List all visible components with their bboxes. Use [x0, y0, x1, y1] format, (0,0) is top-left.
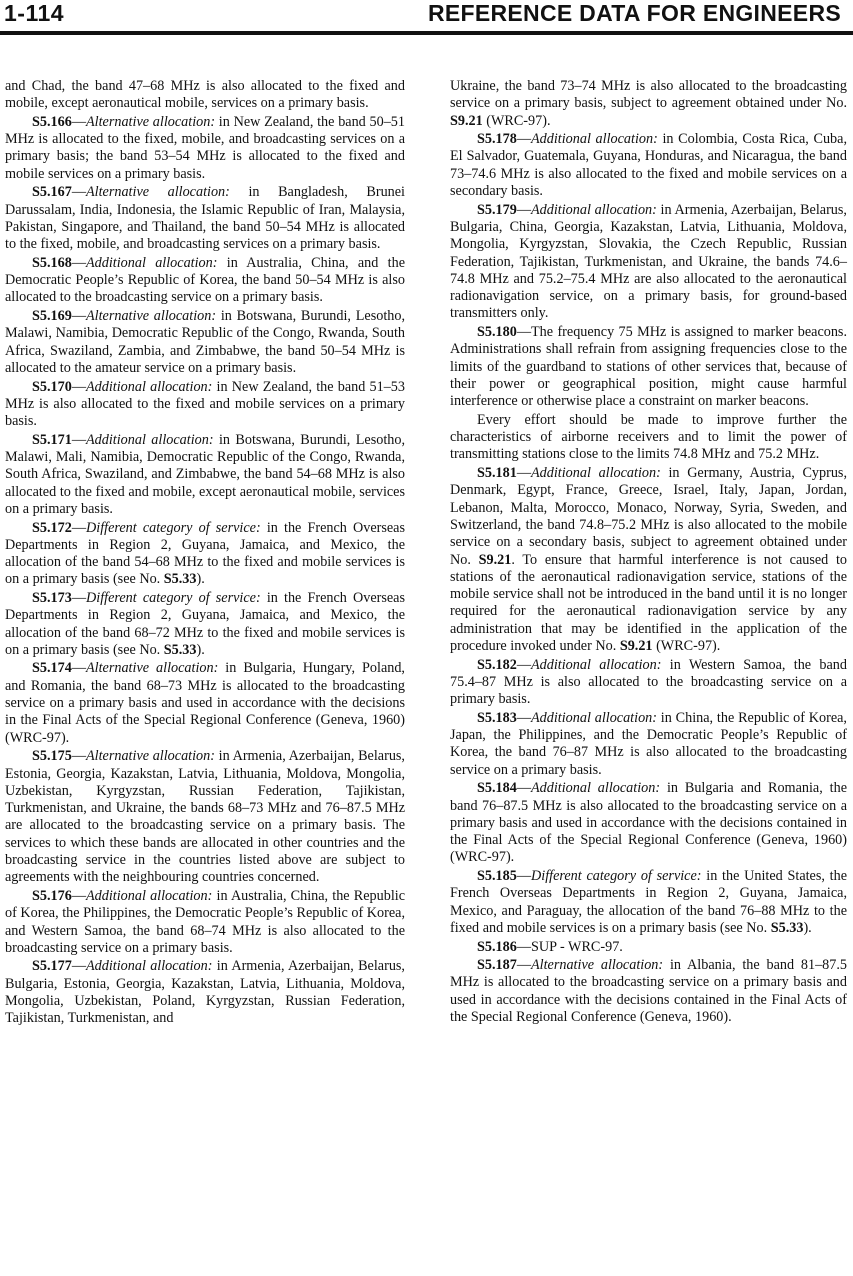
footnote-category: Additional allocation:: [86, 887, 213, 904]
em-dash: —: [516, 868, 531, 885]
footnote-id: S5.186: [477, 938, 517, 955]
footnote-id: S5.167: [32, 184, 72, 201]
footnote-text: Ukraine, the band 73–74 MHz is also allocated to the broadcasting service on a primary basis, subject to agreement obtained under No.: [450, 78, 847, 112]
footnote-id: S5.175: [32, 748, 72, 765]
footnote-text: in Bulgaria, Hungary, Poland, and Romania, the band 68–73 MHz is allocated to the broadcasting service on a primary basis and used in accordance with the decisions in the Final Acts of the Special Regional Conference (Geneva, 1960) (WRC-97).: [5, 660, 405, 746]
paragraph: [5, 255, 405, 307]
footnote-category: Additional allocation:: [86, 431, 214, 448]
footnote-text: and Chad, the band 47–68 MHz is also allocated to the fixed and mobile, except aeronautical mobile, services on a primary basis.: [5, 78, 405, 112]
footnote-text: in Western Samoa, the band 75.4–87 MHz is also allocated to the broadcasting service on a primary basis.: [450, 656, 847, 708]
footnote-text: (WRC-97).: [652, 637, 721, 654]
footnote-category: Additional allocation:: [531, 465, 661, 482]
paragraph: [450, 957, 847, 1026]
em-dash: —: [71, 589, 86, 606]
em-dash: —: [516, 465, 531, 482]
paragraph: [5, 958, 405, 1027]
footnote-text: in New Zealand, the band 50–51 MHz is allocated to the fixed, mobile, and broadcasting services on a primary basis; the band 53–54 MHz is allocated to the fixed and mobile services on a primary basis.: [5, 113, 405, 182]
footnote-id: S5.182: [477, 656, 517, 673]
em-dash: —: [71, 748, 86, 765]
footnote-category: Alternative allocation:: [86, 748, 215, 765]
em-dash: —: [71, 887, 86, 904]
footnote-category: Alternative allocation:: [86, 113, 216, 130]
paragraph: [450, 710, 847, 779]
paragraph: [450, 939, 847, 956]
footnote-text: in Australia, China, and the Democratic People’s Republic of Korea, the band 50–54 MHz is also allocated to the broadcasting service on a primary basis.: [5, 254, 405, 306]
em-dash: —: [71, 660, 86, 677]
footnote-text: in Armenia, Azerbaijan, Belarus, Bulgaria, China, Georgia, Kazakstan, Latvia, Lithuania, Moldova, Mongolia, Kyrgyzstan, Slovakia, the Czech Republic, Russian Federation, Tajikistan, Turkmenistan, and Ukraine, the bands 74.6–74.8 MHz and 75.2–75.4 MHz are also allocated to the aeronautical radionavigation service, on a primary basis, for ground-based transmitters only.: [450, 201, 847, 322]
em-dash: —: [516, 201, 531, 218]
footnote-id: S5.176: [32, 887, 72, 904]
footnote-id: S5.183: [477, 709, 517, 726]
footnote-id: S5.173: [32, 589, 72, 606]
footnote-text: —SUP - WRC-97.: [516, 938, 623, 955]
footnote-id: S5.169: [32, 308, 72, 325]
footnote-id: S5.184: [477, 780, 517, 797]
footnote-category: Additional allocation:: [531, 656, 662, 673]
em-dash: —: [516, 131, 531, 148]
paragraph: [5, 888, 405, 957]
paragraph: [450, 412, 847, 464]
regulation-ref: S9.21: [619, 637, 653, 654]
footnote-id: S5.168: [32, 254, 72, 271]
footnote-text: Every effort should be made to improve further the characteristics of airborne receivers and to limit the power of transmitting stations close to the limits 74.8 MHz and 75.2 MHz.: [450, 411, 847, 463]
footnote-text: ).: [803, 919, 812, 936]
footnote-id: S5.172: [32, 519, 72, 536]
footnote-text: in Bangladesh, Brunei Darussalam, India, Indonesia, the Islamic Republic of Iran, Malaysia, Pakistan, Singapore, and Thailand, the band 50–54 MHz is allocated to the fixed, mobile, and broadcasting services on a primary basis.: [5, 184, 405, 253]
em-dash: —: [516, 656, 531, 673]
footnote-category: Additional allocation:: [86, 254, 218, 271]
footnote-category: Additional allocation:: [531, 201, 657, 218]
footnote-category: Additional allocation:: [531, 709, 657, 726]
footnote-id: S5.180: [477, 324, 517, 341]
footnote-id: S5.185: [477, 868, 517, 885]
footnote-category: Alternative allocation:: [86, 184, 230, 201]
footnote-category: Alternative allocation:: [531, 957, 664, 974]
footnote-id: S5.179: [477, 201, 517, 218]
paragraph: [450, 465, 847, 655]
paragraph: [450, 202, 847, 323]
em-dash: —: [71, 431, 86, 448]
page-header: [0, 0, 853, 38]
em-dash: —: [516, 709, 531, 726]
footnote-text: (WRC-97).: [482, 112, 551, 129]
left-column: [5, 78, 405, 1029]
footnote-text: . To ensure that harmful interference is not caused to stations of the aeronautical radionavigation service, stations of the mobile service shall not be introduced in the band until it is no longer required for the aeronautical radionavigation service by any administration that may be identified in the application of the procedure invoked under No.: [450, 551, 847, 654]
regulation-ref: S5.33: [770, 919, 804, 936]
footnote-text: in the French Overseas Departments in Region 2, Guyana, Jamaica, and Mexico, the allocation of the band 54–68 MHz to the fixed and mobile services is on a primary basis (see No.: [5, 519, 406, 588]
footnote-category: Alternative allocation:: [86, 660, 219, 677]
paragraph: [5, 184, 405, 253]
footnote-id: S5.171: [32, 431, 72, 448]
footnote-category: Different category of service:: [531, 868, 702, 885]
paragraph: [5, 520, 405, 589]
footnote-text: in Botswana, Burundi, Lesotho, Malawi, Namibia, Democratic Republic of the Congo, Rwanda, South Africa, Swaziland, Zambia, and Zimbabwe, the band 50–54 MHz is allocated to the amateur service on a primary basis.: [5, 308, 405, 376]
footnote-text: ).: [196, 641, 205, 658]
paragraph: [450, 78, 847, 130]
paragraph: [5, 432, 405, 518]
footnote-text: in Australia, China, the Republic of Korea, the Philippines, the Democratic People’s Republic of Korea, and Western Samoa, the band 68–74 MHz is also allocated to the broadcasting service on a primary basis.: [5, 887, 405, 956]
em-dash: —: [71, 308, 86, 325]
footnote-text: in New Zealand, the band 51–53 MHz is also allocated to the fixed and mobile services on a primary basis.: [5, 378, 405, 430]
paragraph: [5, 660, 405, 746]
em-dash: —: [516, 780, 531, 797]
footnote-text: ).: [196, 571, 205, 588]
footnote-category: Alternative allocation:: [86, 308, 217, 325]
footnote-text: in Armenia, Azerbaijan, Belarus, Estonia, Georgia, Kazakstan, Latvia, Lithuania, Moldova, Mongolia, Uzbekistan, Kyrgyzstan, Russian Federation, Tajikistan, Turkmenistan, and Ukraine, the bands 68–73 MHz and 76–87.5 MHz are allocated to the broadcasting service on a primary basis. The services to which these bands are allocated in other countries and the broadcasting service in the countries listed above are subject to agreements with the neighbouring countries concerned.: [5, 748, 405, 886]
footnote-category: Additional allocation:: [86, 378, 213, 395]
paragraph: [5, 748, 405, 886]
paragraph: [450, 131, 847, 200]
footnote-text: in the French Overseas Departments in Region 2, Guyana, Jamaica, and Mexico, the allocation of the band 68–72 MHz to the fixed and mobile services is on a primary basis (see No.: [5, 589, 406, 658]
footnote-text: in Albania, the band 81–87.5 MHz is allocated to the broadcasting service on a primary basis and used in accordance with the decisions contained in the Final Acts of the Special Regional Conference (Geneva, 1960).: [450, 957, 847, 1025]
right-column: [450, 78, 847, 1028]
em-dash: —: [71, 184, 86, 201]
footnote-text: in Colombia, Costa Rica, Cuba, El Salvador, Guatemala, Guyana, Honduras, and Nicaragua, the band 73–74.6 MHz is also allocated to the fixed and mobile services on a secondary basis.: [450, 131, 847, 200]
paragraph: [450, 324, 847, 410]
paragraph: [450, 780, 847, 866]
footnote-text: in Botswana, Burundi, Lesotho, Malawi, Mali, Namibia, Democratic Republic of the Congo, Rwanda, South Africa, Swaziland, and Zimbabwe, the band 54–68 MHz is also allocated to the fixed and mobile, except aeronautical mobile, services on a primary basis.: [5, 431, 405, 517]
footnote-text: in Germany, Austria, Cyprus, Denmark, Egypt, France, Greece, Israel, Italy, Japan, Jordan, Lebanon, Malta, Morocco, Monaco, Norway, Syria, Sweden, and Switzerland, the band 74.8–75.2 MHz is also allocated to the mobile service on a secondary basis, subject to agreement obtained under No.: [450, 465, 847, 568]
paragraph: [450, 868, 847, 937]
footnote-text: in Bulgaria and Romania, the band 76–87.5 MHz is also allocated to the broadcasting service on a primary basis and used in accordance with the decisions contained in the Final Acts of the Special Regional Conference (Geneva, 1960) (WRC-97).: [450, 780, 847, 866]
paragraph: [5, 590, 405, 659]
paragraph: [5, 308, 405, 377]
em-dash: —: [71, 254, 86, 271]
footnote-category: Additional allocation:: [531, 131, 658, 148]
em-dash: —: [71, 113, 86, 130]
regulation-ref: S5.33: [163, 571, 197, 588]
footnote-id: S5.181: [477, 465, 517, 482]
footnote-category: Different category of service:: [86, 589, 261, 606]
paragraph: [450, 657, 847, 709]
em-dash: —: [71, 519, 86, 536]
paragraph: [5, 78, 405, 113]
footnote-text: —The frequency 75 MHz is assigned to marker beacons. Administrations shall refrain from assigning frequencies close to the limits of the guardband to stations of other services that, because of their power or geographical position, might cause harmful interference or otherwise place a constraint on marker beacons.: [450, 324, 847, 410]
em-dash: —: [516, 957, 531, 974]
footnote-text: in China, the Republic of Korea, Japan, the Philippines, and the Democratic People’s Republic of Korea, the band 76–87 MHz is also allocated to the broadcasting service on a primary basis.: [450, 709, 847, 778]
footnote-category: Different category of service:: [86, 519, 261, 536]
regulation-ref: S9.21: [478, 551, 512, 568]
paragraph: [5, 379, 405, 431]
running-title: REFERENCE DATA FOR ENGINEERS: [427, 0, 841, 26]
paragraph: [5, 114, 405, 183]
footnote-id: S5.166: [32, 113, 72, 130]
em-dash: —: [71, 378, 86, 395]
footnote-category: Additional allocation:: [531, 780, 661, 797]
page-number: 1-114: [4, 0, 65, 26]
header-rule: [0, 31, 853, 35]
footnote-id: S5.187: [477, 957, 517, 974]
footnote-text: in Armenia, Azerbaijan, Belarus, Bulgaria, Estonia, Georgia, Kazakstan, Latvia, Lithuania, Moldova, Mongolia, Uzbekistan, Poland, Kyrgyzstan, Russian Federation, Tajikistan, Turkmenistan, and: [5, 958, 405, 1027]
footnote-category: Additional allocation:: [86, 958, 213, 975]
footnote-id: S5.170: [32, 378, 72, 395]
em-dash: —: [71, 958, 86, 975]
footnote-id: S5.178: [477, 131, 517, 148]
footnote-id: S5.177: [32, 958, 72, 975]
regulation-ref: S5.33: [163, 641, 197, 658]
footnote-id: S5.174: [32, 660, 72, 677]
footnote-text: in the United States, the French Overseas Departments in Region 2, Guyana, Jamaica, Mexico, and Paraguay, the allocation of the band 76–88 MHz to the fixed and mobile services is on a primary basis (see No.: [450, 868, 847, 936]
regulation-ref: S9.21: [450, 112, 483, 129]
